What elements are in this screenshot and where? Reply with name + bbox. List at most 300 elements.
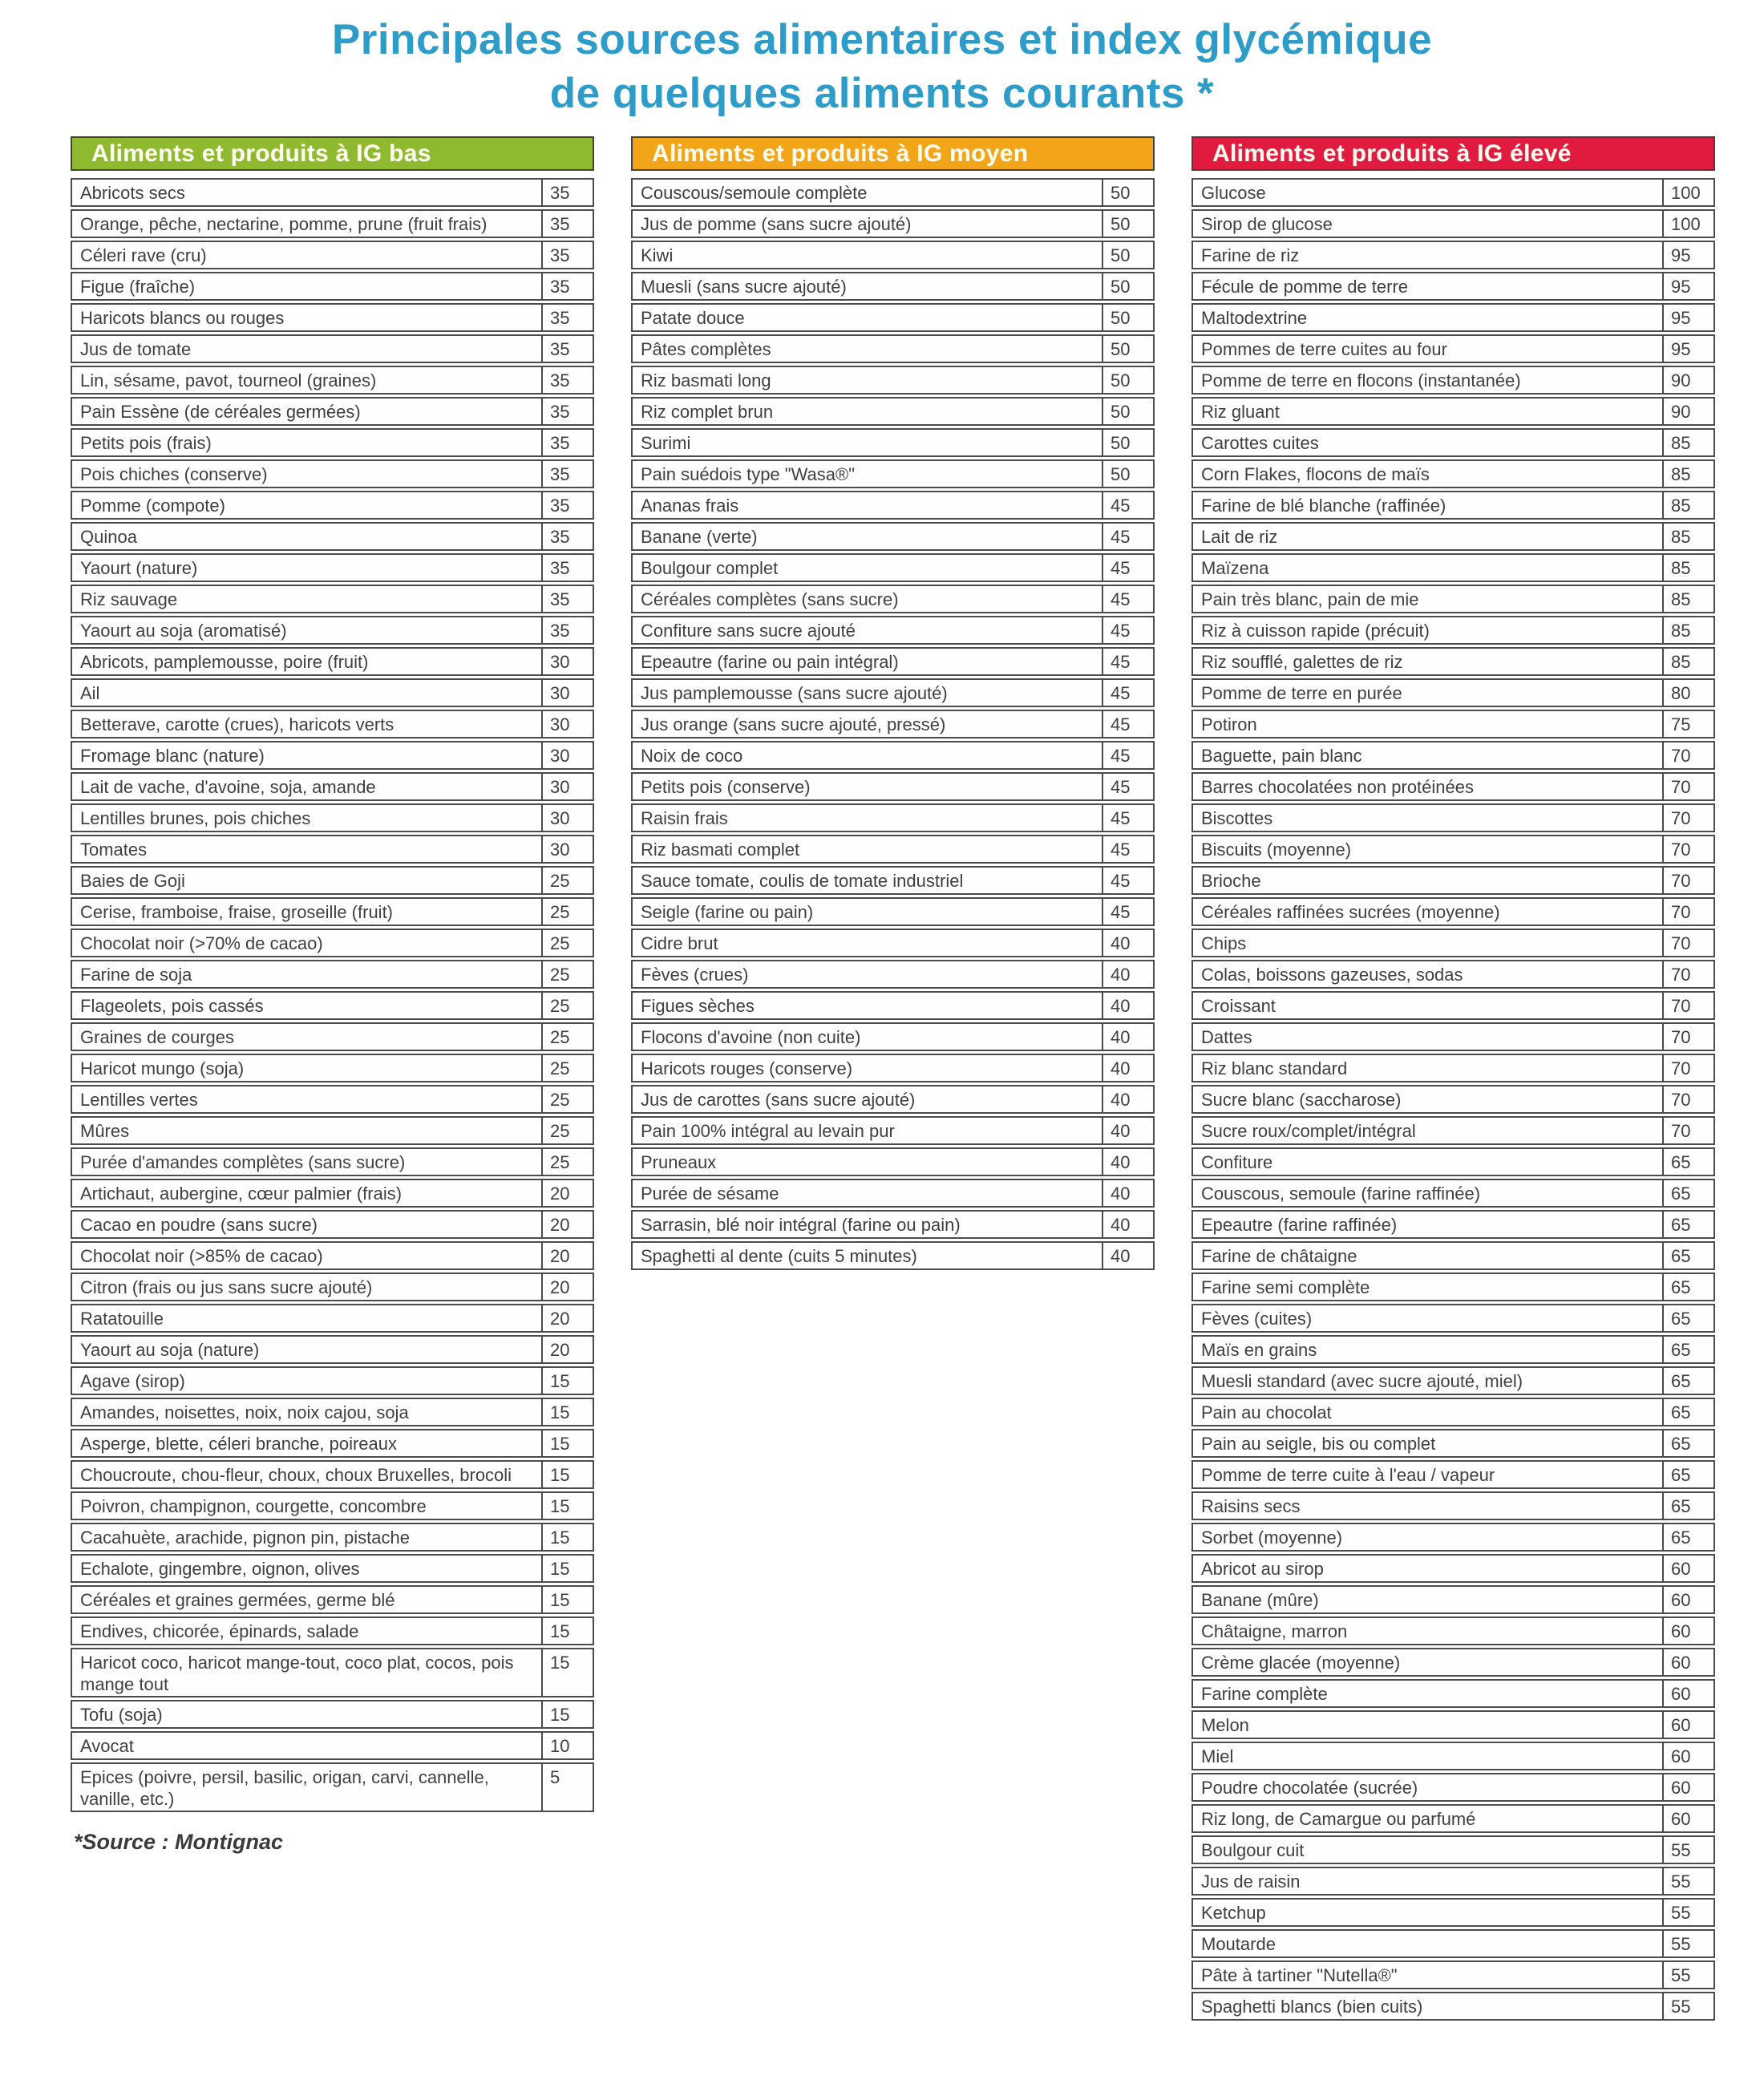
table-row [631,209,1155,238]
table-row [1192,1523,1715,1552]
table-row [631,897,1155,926]
table-row [71,710,594,738]
gi-value: 65 [1662,1180,1713,1206]
table-row [71,366,594,395]
table-ig-bas [71,136,594,1855]
table-row [71,678,594,707]
gi-value: 85 [1662,586,1713,612]
table-row [631,741,1155,770]
food-label: Biscottes [1201,808,1273,828]
gi-value: 35 [541,524,593,549]
food-label: Cidre brut [641,933,718,953]
food-label: Céleri rave (cru) [80,245,207,265]
food-label: Biscuits (moyenne) [1201,840,1352,860]
gi-value: 25 [541,1149,593,1175]
food-label: Riz blanc standard [1201,1058,1348,1078]
food-label: Cerise, framboise, fraise, groseille (fruit) [80,902,394,922]
gi-value: 95 [1662,273,1713,299]
food-label: Purée d'amandes complètes (sans sucre) [80,1152,406,1172]
food-label: Cacahuète, arachide, pignon pin, pistache [80,1527,410,1548]
food-label: Betterave, carotte (crues), haricots verts [80,714,394,734]
gi-value: 40 [1102,993,1153,1018]
food-label: Croissant [1201,996,1276,1016]
food-label: Yaourt au soja (nature) [80,1340,260,1360]
food-label: Seigle (farine ou pain) [641,902,814,922]
table-row [71,772,594,801]
gi-value: 50 [1102,305,1153,330]
gi-value: 60 [1662,1774,1713,1800]
gi-value: 25 [541,930,593,956]
table-row [1192,1304,1715,1333]
gi-value: 50 [1102,242,1153,268]
gi-value: 45 [1102,617,1153,643]
gi-value: 40 [1102,1212,1153,1237]
table-row [631,178,1155,207]
table-ig-eleve [1192,136,1715,2023]
table-row [1192,459,1715,488]
table-row [1192,397,1715,426]
food-label: Epices (poivre, persil, basilic, origan, carvi, cannelle, vanille, etc.) [80,1767,489,1809]
food-label: Cacao en poudre (sans sucre) [80,1215,318,1235]
gi-value: 10 [541,1733,593,1758]
table-row [631,960,1155,989]
table-row [631,772,1155,801]
gi-value: 15 [541,1493,593,1519]
table-row [631,459,1155,488]
food-label: Maltodextrine [1201,308,1308,328]
gi-value: 55 [1662,1837,1713,1863]
food-label: Haricot mungo (soja) [80,1058,245,1078]
table-row [1192,1085,1715,1114]
food-label: Flageolets, pois cassés [80,996,264,1016]
table-row [71,491,594,520]
table-row [71,397,594,426]
food-label: Moutarde [1201,1934,1276,1954]
table-row [1192,1616,1715,1645]
gi-value: 5 [541,1764,593,1811]
food-label: Sorbet (moyenne) [1201,1527,1343,1548]
table-row [631,803,1155,832]
food-label: Farine de châtaigne [1201,1246,1357,1266]
food-label: Agave (sirop) [80,1371,185,1391]
food-label: Lait de vache, d'avoine, soja, amande [80,777,376,797]
table-row [71,1700,594,1729]
gi-value: 60 [1662,1681,1713,1706]
food-label: Riz gluant [1201,402,1280,422]
gi-value: 25 [541,1118,593,1143]
table-row [71,1366,594,1395]
gi-value: 60 [1662,1806,1713,1831]
table-row [1192,960,1715,989]
gi-value: 35 [541,430,593,455]
food-label: Sucre roux/complet/intégral [1201,1121,1416,1141]
food-label: Sauce tomate, coulis de tomate industriel [641,871,964,891]
table-row [71,1273,594,1301]
gi-value: 65 [1662,1368,1713,1394]
food-label: Artichaut, aubergine, cœur palmier (frais) [80,1184,403,1204]
table-row [1192,1241,1715,1270]
table-row [71,1054,594,1082]
table-row [71,272,594,301]
table-row [1192,835,1715,864]
gi-value: 65 [1662,1462,1713,1487]
food-label: Riz à cuisson rapide (précuit) [1201,621,1430,641]
gi-tables-container [0,136,1764,2023]
food-label: Ratatouille [80,1309,164,1329]
food-label: Jus de pomme (sans sucre ajouté) [641,214,912,234]
gi-value: 45 [1102,774,1153,799]
table-body [1192,178,1715,2021]
food-label: Orange, pêche, nectarine, pomme, prune (fruit frais) [80,214,488,234]
gi-value: 35 [541,242,593,268]
gi-value: 55 [1662,1993,1713,2019]
food-label: Sarrasin, blé noir intégral (farine ou pain) [641,1215,961,1235]
food-label: Riz sauvage [80,589,178,609]
table-row [1192,866,1715,895]
table-row [1192,1710,1715,1739]
food-label: Quinoa [80,527,137,547]
gi-value: 65 [1662,1212,1713,1237]
table-row [631,835,1155,864]
gi-value: 25 [541,1024,593,1050]
food-label: Epeautre (farine ou pain intégral) [641,652,899,672]
food-label: Raisins secs [1201,1496,1301,1516]
food-label: Lentilles vertes [80,1090,198,1110]
table-row [71,1429,594,1458]
food-label: Kiwi [641,245,674,265]
gi-value: 95 [1662,242,1713,268]
gi-value: 35 [541,273,593,299]
food-label: Riz soufflé, galettes de riz [1201,652,1403,672]
gi-value: 35 [541,461,593,487]
food-label: Carottes cuites [1201,433,1319,453]
gi-value: 25 [541,1055,593,1081]
food-label: Confiture sans sucre ajouté [641,621,856,641]
food-label: Miel [1201,1746,1234,1766]
gi-value: 35 [541,492,593,518]
table-row [71,1491,594,1520]
table-row [631,866,1155,895]
table-row [71,1398,594,1426]
gi-value: 95 [1662,336,1713,362]
table-row [1192,334,1715,363]
food-label: Abricots secs [80,183,185,203]
source-note: *Source : Montignac [74,1830,284,1854]
table-row [71,1585,594,1614]
food-label: Farine complète [1201,1684,1328,1704]
table-row [71,1147,594,1176]
table-row [1192,1898,1715,1927]
table-row [1192,1867,1715,1896]
gi-value: 35 [541,367,593,393]
food-label: Fromage blanc (nature) [80,746,265,766]
gi-value: 85 [1662,649,1713,674]
food-label: Riz long, de Camargue ou parfumé [1201,1809,1476,1829]
gi-value: 60 [1662,1743,1713,1769]
gi-value: 55 [1662,1931,1713,1956]
table-row [1192,209,1715,238]
gi-value: 35 [541,399,593,424]
food-label: Pomme de terre en purée [1201,683,1402,703]
gi-value: 45 [1102,899,1153,925]
gi-value: 100 [1662,211,1713,237]
table-row [631,303,1155,332]
table-row [1192,366,1715,395]
gi-value: 65 [1662,1430,1713,1456]
gi-value: 30 [541,742,593,768]
table-row [1192,1929,1715,1958]
table-row [1192,1773,1715,1802]
food-label: Potiron [1201,714,1257,734]
gi-value: 25 [541,993,593,1018]
gi-value: 15 [541,1701,593,1727]
table-body [71,178,594,1812]
table-row [71,866,594,895]
gi-value: 15 [541,1618,593,1644]
food-label: Haricots blancs ou rouges [80,308,285,328]
gi-value: 15 [541,1524,593,1550]
food-label: Céréales raffinées sucrées (moyenne) [1201,902,1500,922]
food-label: Pomme de terre en flocons (instantanée) [1201,370,1521,390]
gi-value: 15 [541,1368,593,1394]
gi-value: 45 [1102,492,1153,518]
table-row [71,616,594,645]
gi-value: 25 [541,1086,593,1112]
table-row [1192,1429,1715,1458]
gi-value: 70 [1662,868,1713,893]
table-row [1192,741,1715,770]
table-row [71,178,594,207]
gi-value: 100 [1662,180,1713,205]
gi-value: 15 [541,1587,593,1612]
gi-value: 45 [1102,649,1153,674]
table-row [1192,553,1715,582]
gi-value: 30 [541,711,593,737]
table-header: Aliments et produits à IG élevé [1192,136,1715,171]
gi-value: 35 [541,211,593,237]
food-label: Figue (fraîche) [80,277,196,297]
food-label: Pomme (compote) [80,496,225,516]
gi-value: 65 [1662,1305,1713,1331]
food-label: Melon [1201,1715,1249,1735]
gi-value: 65 [1662,1243,1713,1268]
gi-value: 45 [1102,586,1153,612]
table-row [1192,772,1715,801]
table-row [1192,1804,1715,1833]
food-label: Couscous, semoule (farine raffinée) [1201,1184,1481,1204]
food-label: Figues sèches [641,996,755,1016]
page-title-line1: Principales sources alimentaires et index glycémique [331,16,1433,63]
table-row [631,647,1155,676]
food-label: Mûres [80,1121,130,1141]
food-label: Baies de Goji [80,871,185,891]
food-label: Maïs en grains [1201,1340,1317,1360]
food-label: Boulgour cuit [1201,1840,1305,1860]
gi-value: 60 [1662,1618,1713,1644]
table-row [1192,1742,1715,1770]
food-label: Poudre chocolatée (sucrée) [1201,1778,1418,1798]
table-row [71,1460,594,1489]
table-row [1192,178,1715,207]
table-row [71,428,594,457]
gi-value: 70 [1662,1055,1713,1081]
gi-value: 45 [1102,868,1153,893]
page-title-line2: de quelques aliments courants * [549,70,1215,117]
food-label: Lin, sésame, pavot, tourneol (graines) [80,370,377,390]
gi-value: 65 [1662,1149,1713,1175]
gi-value: 45 [1102,555,1153,581]
table-row [71,897,594,926]
food-label: Ketchup [1201,1903,1266,1923]
gi-value: 85 [1662,461,1713,487]
table-row [1192,1679,1715,1708]
food-label: Ail [80,683,100,703]
table-row [631,1241,1155,1270]
food-label: Châtaigne, marron [1201,1621,1348,1641]
table-row [631,522,1155,551]
food-label: Fécule de pomme de terre [1201,277,1409,297]
food-label: Riz complet brun [641,402,774,422]
table-row [71,1304,594,1333]
table-row [71,929,594,957]
food-label: Amandes, noisettes, noix, noix cajou, soja [80,1402,409,1422]
food-label: Céréales et graines germées, germe blé [80,1590,395,1610]
food-label: Avocat [80,1736,134,1756]
gi-value: 35 [541,617,593,643]
food-label: Spaghetti al dente (cuits 5 minutes) [641,1246,917,1266]
table-row [71,1762,594,1812]
gi-value: 90 [1662,367,1713,393]
food-label: Jus pamplemousse (sans sucre ajouté) [641,683,948,703]
table-row [71,1116,594,1145]
table-row [71,1022,594,1051]
food-label: Pain au seigle, bis ou complet [1201,1434,1436,1454]
food-label: Crème glacée (moyenne) [1201,1653,1401,1673]
table-row [1192,1366,1715,1395]
gi-value: 70 [1662,1024,1713,1050]
table-row [71,991,594,1020]
gi-value: 15 [541,1556,593,1581]
food-label: Riz basmati complet [641,840,800,860]
food-label: Maïzena [1201,558,1269,578]
gi-value: 65 [1662,1524,1713,1550]
table-row [631,678,1155,707]
gi-value: 80 [1662,680,1713,706]
table-ig-moyen [631,136,1155,1273]
table-row [1192,710,1715,738]
table-row [71,1085,594,1114]
food-label: Yaourt (nature) [80,558,198,578]
gi-value: 25 [541,961,593,987]
food-label: Farine de soja [80,965,192,985]
table-row [71,647,594,676]
gi-value: 45 [1102,680,1153,706]
food-label: Chocolat noir (>85% de cacao) [80,1246,323,1266]
table-row [71,1210,594,1239]
table-row [631,397,1155,426]
gi-value: 45 [1102,742,1153,768]
food-label: Riz basmati long [641,370,771,390]
food-label: Pâte à tartiner "Nutella®" [1201,1965,1398,1985]
food-label: Petits pois (conserve) [641,777,811,797]
table-row [1192,1648,1715,1677]
gi-value: 50 [1102,180,1153,205]
gi-value: 35 [541,336,593,362]
gi-value: 70 [1662,1086,1713,1112]
food-label: Spaghetti blancs (bien cuits) [1201,1997,1423,2017]
table-row [71,1731,594,1760]
table-row [71,1241,594,1270]
table-row [1192,1992,1715,2021]
table-row [1192,1179,1715,1208]
food-label: Pain 100% intégral au levain pur [641,1121,895,1141]
gi-value: 30 [541,805,593,831]
table-row [71,585,594,613]
table-row [1192,491,1715,520]
table-row [1192,1116,1715,1145]
food-label: Glucose [1201,183,1266,203]
gi-value: 70 [1662,742,1713,768]
gi-value: 35 [541,586,593,612]
food-label: Pain au chocolat [1201,1402,1332,1422]
table-row [71,960,594,989]
gi-value: 40 [1102,1086,1153,1112]
food-label: Barres chocolatées non protéinées [1201,777,1474,797]
food-label: Sucre blanc (saccharose) [1201,1090,1402,1110]
food-label: Echalote, gingembre, oignon, olives [80,1559,360,1579]
table-row [1192,272,1715,301]
gi-value: 20 [541,1180,593,1206]
food-label: Pain Essène (de céréales germées) [80,402,361,422]
gi-value: 70 [1662,930,1713,956]
gi-value: 20 [541,1212,593,1237]
gi-value: 70 [1662,961,1713,987]
food-label: Pomme de terre cuite à l'eau / vapeur [1201,1465,1495,1485]
table-row [631,553,1155,582]
table-row [1192,1460,1715,1489]
gi-value: 50 [1102,336,1153,362]
gi-value: 70 [1662,836,1713,862]
table-row [631,1116,1155,1145]
gi-value: 15 [541,1399,593,1425]
gi-value: 25 [541,868,593,893]
food-label: Tomates [80,840,148,860]
gi-value: 45 [1102,805,1153,831]
gi-value: 85 [1662,524,1713,549]
gi-value: 35 [541,305,593,330]
gi-value: 25 [541,899,593,925]
table-row [71,835,594,864]
gi-value: 40 [1102,1024,1153,1050]
gi-value: 40 [1102,1243,1153,1268]
food-label: Pain très blanc, pain de mie [1201,589,1419,609]
gi-value: 70 [1662,899,1713,925]
table-row [631,334,1155,363]
gi-value: 70 [1662,774,1713,799]
table-row [1192,1273,1715,1301]
food-label: Banane (verte) [641,527,758,547]
food-label: Jus de carottes (sans sucre ajouté) [641,1090,916,1110]
table-row [631,710,1155,738]
table-row [631,241,1155,269]
gi-value: 30 [541,836,593,862]
food-label: Flocons d'avoine (non cuite) [641,1027,861,1047]
gi-value: 20 [541,1243,593,1268]
gi-value: 15 [541,1462,593,1487]
food-label: Abricots, pamplemousse, poire (fruit) [80,652,369,672]
food-label: Haricot coco, haricot mange-tout, coco plat, cocos, pois mange tout [80,1653,514,1694]
gi-value: 85 [1662,555,1713,581]
